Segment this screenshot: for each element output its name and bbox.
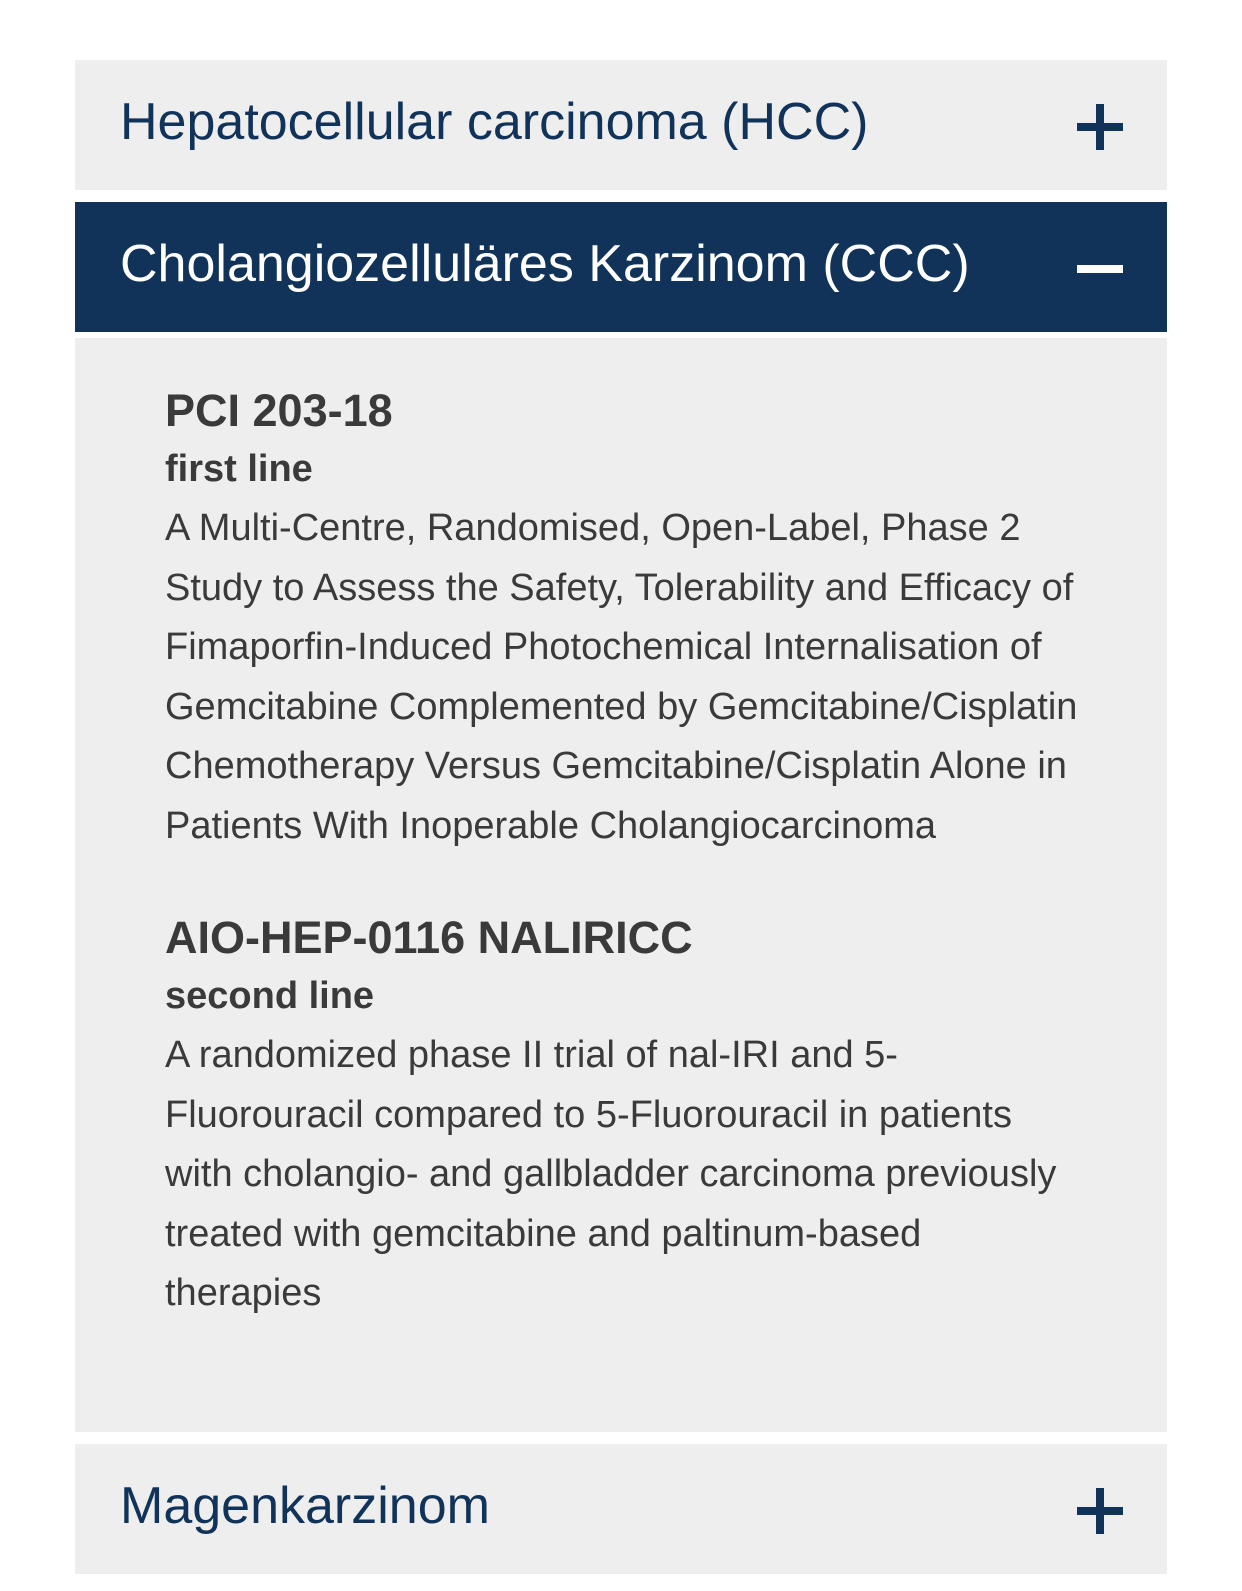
trial-description: A Multi-Centre, Randomised, Open-Label, Phase 2 Study to Assess the Safety, Tolerability and Efficacy of Fimaporfin-Induced Photochemical Internalisation of Gemcitabine Complemented by Gemcitabine/Cisplatin Chemotherapy Versus Gemcitabine/Cisplatin Alone in Patients With Inoperable Cholangiocarcinoma bbox=[165, 507, 1078, 847]
plus-icon[interactable] bbox=[1077, 1488, 1123, 1534]
minus-icon-bar bbox=[1077, 265, 1123, 273]
trial-line: first line bbox=[165, 448, 313, 490]
accordion-header-magenkarzinom[interactable] bbox=[75, 1444, 1167, 1574]
accordion-title-ccc: Cholangiozelluläres Karzinom (CCC) bbox=[120, 235, 970, 293]
trial-id: AIO-HEP-0116 NALIRICC bbox=[165, 912, 693, 963]
plus-icon[interactable] bbox=[1077, 104, 1123, 150]
plus-icon-vertical-bar bbox=[1096, 104, 1104, 150]
accordion bbox=[75, 60, 1167, 1574]
accordion-title-magenkarzinom: Magenkarzinom bbox=[120, 1477, 490, 1535]
accordion-panel-ccc bbox=[75, 338, 1167, 1432]
trial-description: A randomized phase II trial of nal-IRI and 5-Fluorouracil compared to 5-Fluorouracil in patients with cholangio- and gallbladder carcinoma previously treated with gemcitabine and paltinum-based therapies bbox=[165, 1034, 1057, 1314]
accordion-title-hcc: Hepatocellular carcinoma (HCC) bbox=[120, 93, 869, 151]
trial-item bbox=[165, 383, 1087, 856]
plus-icon-vertical-bar bbox=[1096, 1488, 1104, 1534]
trial-line: second line bbox=[165, 975, 375, 1017]
accordion-header-hcc[interactable] bbox=[75, 60, 1167, 190]
accordion-header-ccc[interactable] bbox=[75, 202, 1167, 332]
trial-id: PCI 203-18 bbox=[165, 385, 393, 436]
trial-item bbox=[165, 910, 1087, 1324]
minus-icon[interactable] bbox=[1077, 246, 1123, 292]
